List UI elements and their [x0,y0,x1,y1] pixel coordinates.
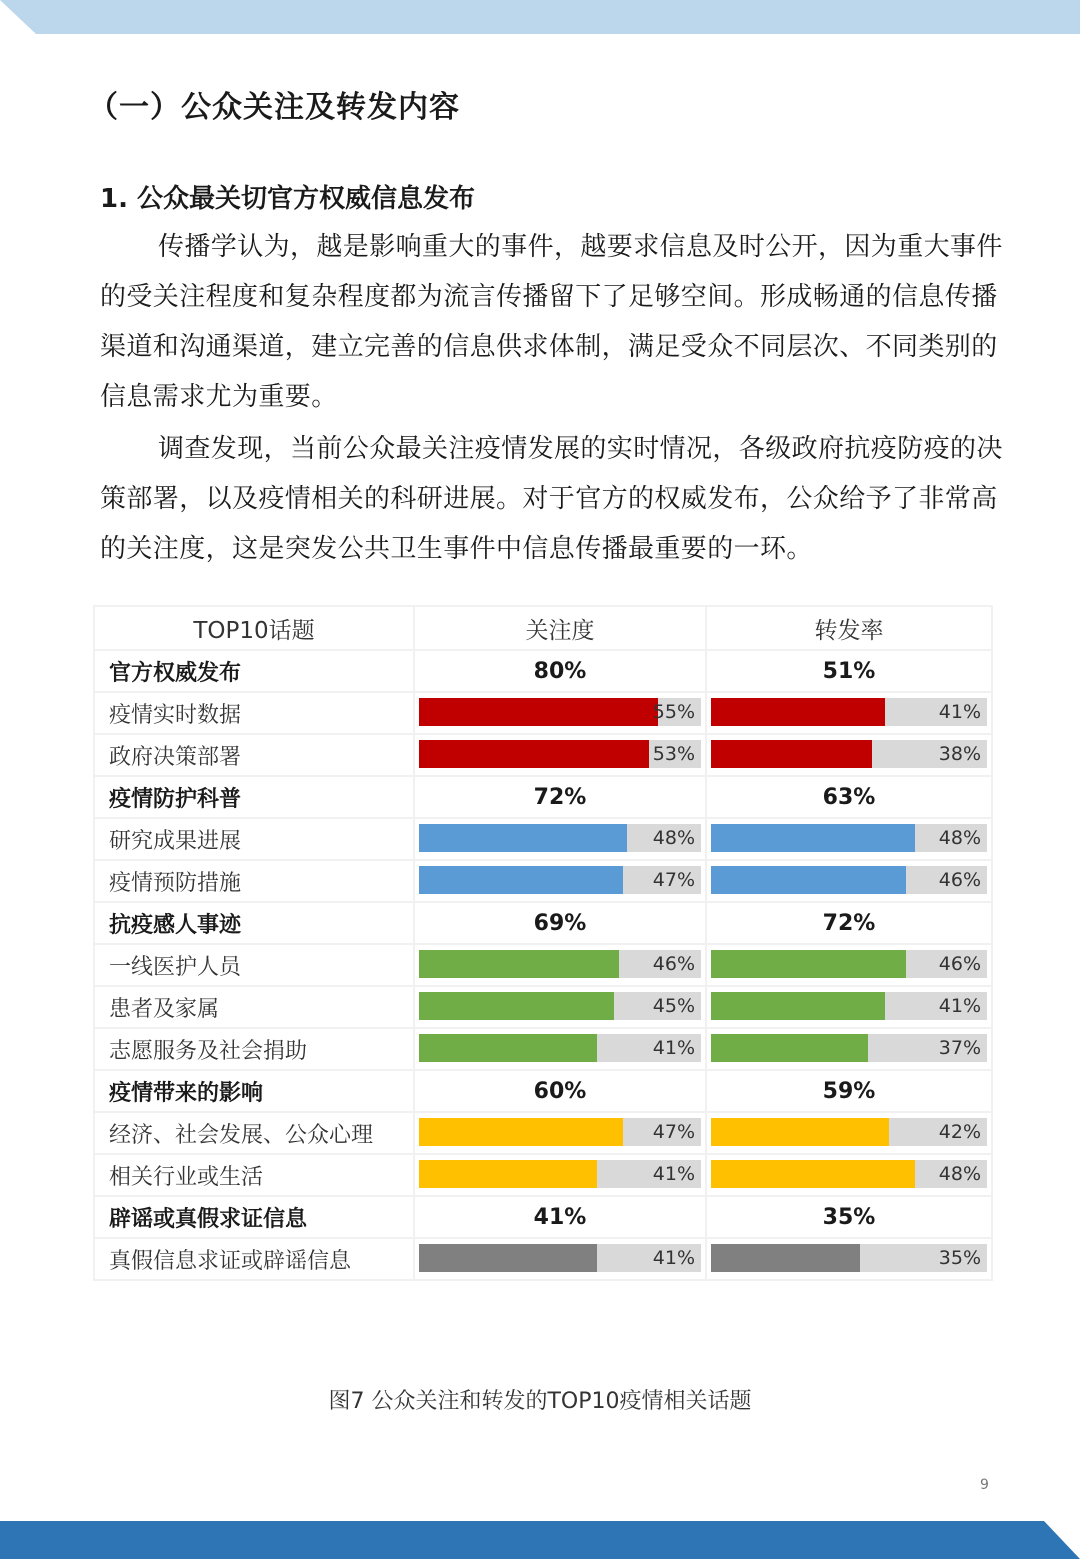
attention-track [419,740,701,768]
header-forward: 转发率 [706,606,992,650]
attention-track [419,992,701,1020]
header-attention: 关注度 [414,606,706,650]
attention-value: 46% [652,953,695,975]
topic-label: 疫情预防措施 [94,860,414,902]
category-name: 疫情防护科普 [94,776,414,818]
table-header-row [94,606,992,650]
paragraph-1: 传播学认为，越是影响重大的事件，越要求信息及时公开，因为重大事件的受关注程度和复杂程度都为流言传播留下了足够空间。形成畅通的信息传播渠道和沟通渠道，建立完善的信息供求体制，满足受众不同层次、不同类别的信息需求尤为重要。 [100,232,1003,412]
forward-wrap [707,1239,991,1279]
top10-topics-table [93,605,993,1281]
attention-bar [419,1244,597,1272]
forward-cell [706,1238,992,1280]
forward-bar [711,1118,889,1146]
topic-label: 相关行业或生活 [94,1154,414,1196]
forward-cell [706,818,992,860]
attention-value: 41% [652,1163,695,1185]
category-attention: 41% [414,1196,706,1238]
forward-wrap [707,819,991,859]
attention-wrap [415,693,705,733]
attention-cell [414,1154,706,1196]
category-row [94,1196,992,1238]
forward-cell [706,860,992,902]
attention-track [419,698,701,726]
topic-label: 疫情实时数据 [94,692,414,734]
attention-track [419,824,701,852]
attention-cell [414,1112,706,1154]
forward-cell [706,734,992,776]
category-name: 辟谣或真假求证信息 [94,1196,414,1238]
forward-value: 35% [938,1247,981,1269]
attention-wrap [415,735,705,775]
topic-row [94,944,992,986]
attention-track [419,1118,701,1146]
topic-label: 一线医护人员 [94,944,414,986]
sub-title: 1. 公众最关切官方权威信息发布 [100,184,476,214]
attention-wrap [415,819,705,859]
forward-value: 48% [938,1163,981,1185]
category-forward: 72% [706,902,992,944]
forward-value: 46% [938,869,981,891]
forward-cell [706,692,992,734]
forward-bar [711,698,885,726]
attention-bar [419,1160,597,1188]
forward-track [711,1034,987,1062]
forward-track [711,950,987,978]
attention-track [419,866,701,894]
forward-value: 37% [938,1037,981,1059]
forward-track [711,1118,987,1146]
attention-wrap [415,1155,705,1195]
topic-label: 真假信息求证或辟谣信息 [94,1238,414,1280]
category-row [94,902,992,944]
forward-value: 41% [938,995,981,1017]
topic-row [94,860,992,902]
forward-wrap [707,735,991,775]
attention-bar [419,740,649,768]
attention-cell [414,1028,706,1070]
attention-value: 48% [652,827,695,849]
category-row [94,776,992,818]
forward-wrap [707,861,991,901]
category-attention: 80% [414,650,706,692]
attention-track [419,1160,701,1188]
attention-value: 45% [652,995,695,1017]
forward-cell [706,944,992,986]
forward-cell [706,1028,992,1070]
attention-cell [414,818,706,860]
forward-bar [711,740,872,768]
category-attention: 69% [414,902,706,944]
attention-bar [419,1118,623,1146]
attention-bar [419,866,623,894]
forward-wrap [707,1113,991,1153]
forward-value: 41% [938,701,981,723]
topic-row [94,818,992,860]
forward-track [711,824,987,852]
attention-bar [419,824,627,852]
attention-wrap [415,1239,705,1279]
topic-label: 研究成果进展 [94,818,414,860]
topic-row [94,1112,992,1154]
forward-wrap [707,1029,991,1069]
attention-cell [414,944,706,986]
forward-cell [706,1112,992,1154]
forward-cell [706,1154,992,1196]
category-forward: 51% [706,650,992,692]
forward-track [711,1160,987,1188]
attention-value: 47% [652,869,695,891]
forward-wrap [707,693,991,733]
topic-row [94,1028,992,1070]
forward-bar [711,950,906,978]
attention-value: 55% [652,701,695,723]
forward-bar [711,1244,860,1272]
attention-cell [414,860,706,902]
attention-wrap [415,861,705,901]
attention-track [419,1034,701,1062]
top-decor-band [0,0,1080,34]
paragraph-2: 调查发现，当前公众最关注疫情发展的实时情况，各级政府抗疫防疫的决策部署，以及疫情相关的科研进展。对于官方的权威发布，公众给予了非常高的关注度，这是突发公共卫生事件中信息传播最重要的一环。 [100,434,1003,564]
forward-bar [711,824,915,852]
header-topic: TOP10话题 [94,606,414,650]
forward-track [711,740,987,768]
attention-track [419,1244,701,1272]
forward-bar [711,1160,915,1188]
category-forward: 63% [706,776,992,818]
attention-bar [419,950,619,978]
forward-value: 38% [938,743,981,765]
topic-label: 患者及家属 [94,986,414,1028]
attention-wrap [415,1029,705,1069]
attention-cell [414,1238,706,1280]
attention-wrap [415,1113,705,1153]
attention-value: 53% [652,743,695,765]
bottom-decor-band [0,1521,1080,1559]
category-attention: 72% [414,776,706,818]
topic-label: 政府决策部署 [94,734,414,776]
category-name: 抗疫感人事迹 [94,902,414,944]
category-attention: 60% [414,1070,706,1112]
forward-wrap [707,945,991,985]
forward-track [711,866,987,894]
page-number: 9 [980,1477,989,1493]
forward-value: 46% [938,953,981,975]
figure-caption: 图7 公众关注和转发的TOP10疫情相关话题 [328,1389,752,1414]
topic-row [94,1238,992,1280]
category-forward: 59% [706,1070,992,1112]
category-forward: 35% [706,1196,992,1238]
forward-bar [711,992,885,1020]
section-title: （一）公众关注及转发内容 [88,90,460,125]
forward-track [711,1244,987,1272]
category-name: 官方权威发布 [94,650,414,692]
category-name: 疫情带来的影响 [94,1070,414,1112]
attention-value: 41% [652,1037,695,1059]
forward-value: 48% [938,827,981,849]
attention-value: 47% [652,1121,695,1143]
topic-row [94,1154,992,1196]
forward-value: 42% [938,1121,981,1143]
attention-bar [419,698,658,726]
topic-row [94,986,992,1028]
attention-value: 41% [652,1247,695,1269]
attention-wrap [415,987,705,1027]
forward-track [711,992,987,1020]
forward-wrap [707,1155,991,1195]
attention-bar [419,1034,597,1062]
attention-cell [414,692,706,734]
forward-wrap [707,987,991,1027]
topic-row [94,734,992,776]
forward-track [711,698,987,726]
forward-bar [711,866,906,894]
topic-label: 志愿服务及社会捐助 [94,1028,414,1070]
topic-label: 经济、社会发展、公众心理 [94,1112,414,1154]
forward-bar [711,1034,868,1062]
category-row [94,650,992,692]
attention-cell [414,734,706,776]
attention-track [419,950,701,978]
attention-cell [414,986,706,1028]
attention-wrap [415,945,705,985]
attention-bar [419,992,614,1020]
category-row [94,1070,992,1112]
forward-cell [706,986,992,1028]
topic-row [94,692,992,734]
